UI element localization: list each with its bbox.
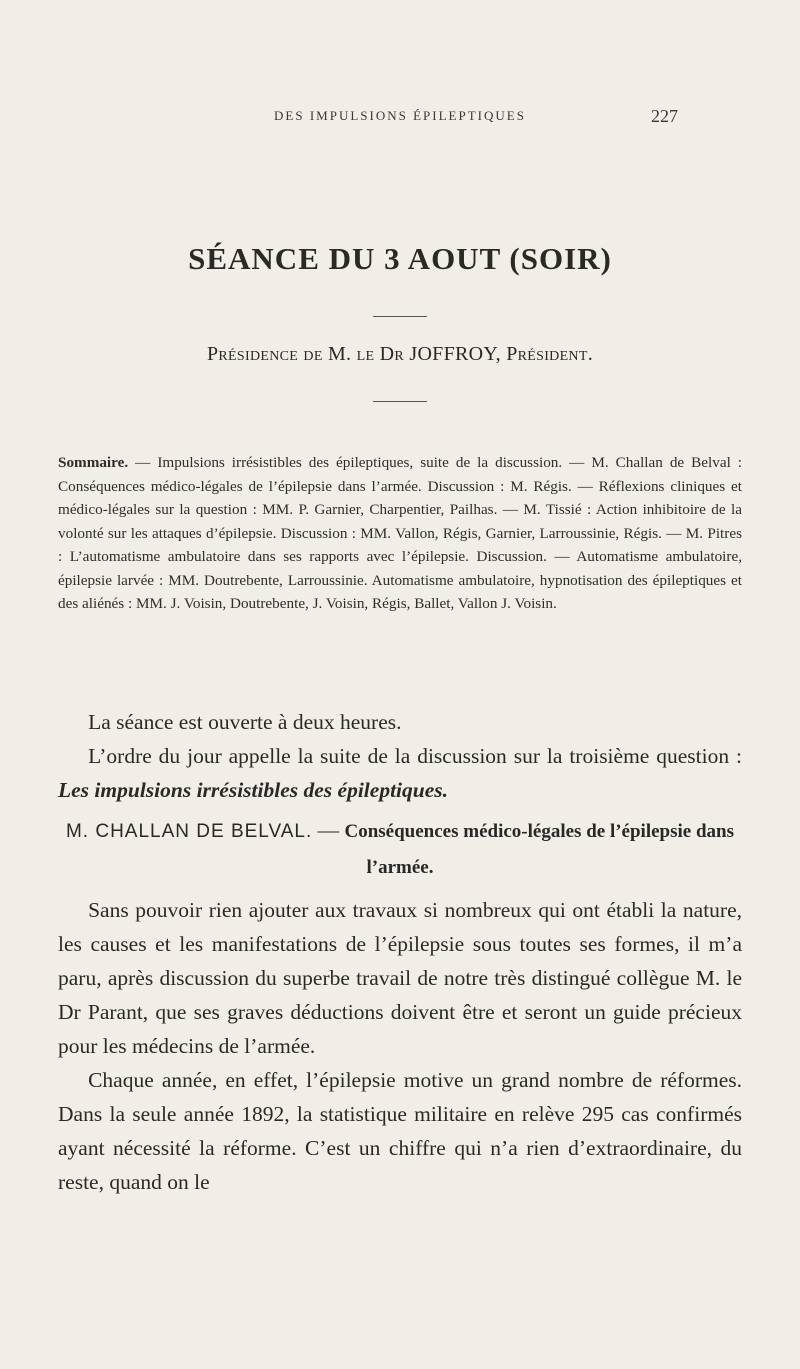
presidence-prefix: Présidence de M. le Dr (206, 343, 405, 365)
order-of-day-text: L’ordre du jour appelle la suite de la discussion sur la troisième question : (88, 744, 742, 768)
divider-rule (373, 316, 427, 317)
speaker-heading (58, 813, 742, 885)
page-number: 227 (651, 106, 678, 126)
communication-body (58, 893, 742, 1199)
communication-title: Conséquences médico-légales de l’épilepsie dans l’armée. (344, 821, 734, 878)
speaker-name: M. CHALLAN DE BELVAL. (65, 821, 313, 842)
sommaire-paragraph (58, 451, 742, 616)
running-head (0, 108, 800, 128)
sommaire-label: Sommaire. (58, 454, 129, 471)
presidence-suffix: Président. (506, 343, 593, 365)
body-paragraph: Sans pouvoir rien ajouter aux travaux si nombreux qui ont établi la nature, les causes et les manifestations de l’épilepsie sous toutes ses formes, il m’a paru, après discussion du superbe travail de notre très distingué collègue M. le Dr Parant, que ses graves déductions doivent être et seront un guide précieux pour les médecins de l’armée. (58, 898, 742, 1058)
body-paragraph: Chaque année, en effet, l’épilepsie motive un grand nombre de réformes. Dans la seule année 1892, la statistique militaire en relève 295 cas confirmés ayant nécessité la réforme. C’est un chiffre qui n’a rien d’extraordinaire, du reste, quand on le (58, 1068, 742, 1194)
running-head-title: DES IMPULSIONS ÉPILEPTIQUES (274, 108, 526, 123)
speaker-dash: — (312, 818, 345, 842)
sommaire-block (58, 451, 742, 616)
question-title: Les impulsions irrésistibles des épileptiques. (58, 778, 449, 802)
sommaire-text: — Impulsions irrésistibles des épileptiques, suite de la discussion. — M. Challan de Belval : Conséquences médico-légales de l’épilepsie dans l’armée. Discussion : M. Régis. — Réflexions cliniques et médico-légales sur la question : MM. P. Garnier, Charpentier, Pailhas. — M. Tissié : Action inhibitoire de la volonté sur les attaques d’épilepsie. Discussion : MM. Vallon, Régis, Garnier, Larroussinie, Régis. — M. Pitres : L’automatisme ambulatoire dans ses rapports avec l’épilepsie. Discussion. — Automatisme ambulatoire, épilepsie larvée : MM. Doutrebente, Larroussinie. Automatisme ambulatoire, hypnotisation des épileptiques et des aliénés : MM. J. Voisin, Doutrebente, J. Voisin, Régis, Ballet, Vallon J. Voisin. (58, 454, 742, 612)
opening-section (58, 705, 742, 807)
presidence-line (0, 343, 800, 366)
divider-rule (373, 401, 427, 402)
opening-paragraph: La séance est ouverte à deux heures. (88, 710, 402, 734)
order-of-day-paragraph (58, 739, 742, 807)
president-name: JOFFROY, (409, 343, 501, 365)
seance-title: SÉANCE DU 3 AOUT (SOIR) (188, 241, 612, 276)
